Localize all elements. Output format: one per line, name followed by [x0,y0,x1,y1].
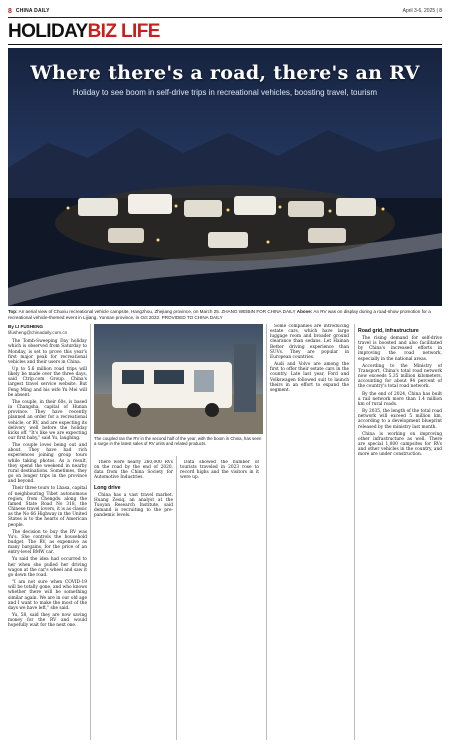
column-1 [8,324,87,740]
inset-photo [94,324,263,434]
rv-7 [108,228,144,243]
masthead-left [8,8,50,15]
rv-2 [128,194,172,214]
paragraph: The couple, in their 60s, is based in Changsha, capital of Hunan province. They have recently planned an order for a recreational vehicle, or RV, and are expecting its delivery well before the holiday kicks off. "It's like we are expecting our first baby," said Yu, laughing. [8,399,87,441]
hero-subheadline: Holiday to see boom in self-drive trips in recreational vehicles, boosting travel, tourism [72,88,378,97]
column-rule [266,324,267,740]
building [234,344,256,412]
light-5 [329,210,332,213]
section-title [8,22,160,41]
article-columns [8,324,442,740]
campsite-night-illustration [8,48,442,306]
light-1 [67,207,70,210]
page-number: 8 [8,7,12,15]
issue-date: April 3-6, 2025 | 8 [402,8,442,14]
byline [8,324,87,335]
caption-above-credit: PROVIDED TO CHINA DAILY [161,314,223,320]
paragraph: Some companies are introducing estate cars, which have large luggage room and broader ground clearance than sedans. Let Hainan Better driving experience than SUVs. They are popular in European countries. [270,324,349,360]
column-4 [270,324,349,740]
rv-5 [288,201,324,217]
paragraph: The Tomb-Sweeping Day holiday which is observed from Saturday to Monday, is set to prove this year's first major peak for recreational vehicles and their users in China. [8,339,87,365]
section-title-part1: HOLIDAY [8,21,88,42]
paragraph: By the end of 2024, China has built a rail network more than 1.4 million km of rural roads. [358,391,442,407]
paragraph: The couple loves being out and about. They have had rich experiences joining group tours while taking photos. As a result, they spend the weekend in nearby rural destinations. Sometimes, they go on longer trips in the province and beyond. [8,443,87,485]
paragraph: Audi and Volvo are among the first to offer their estate cars in the country. Late last year, Ford and Volkswagen followed suit to launch theirs in an effort to expand the segment. [270,362,349,393]
byline-author: By LI FUSHENG [8,324,43,329]
caption-top-label: Top: [8,309,18,314]
paragraph: The rising demand for self-drive travel is boosted and also facilitated by China's increased efforts in improving the road network, especially in the national areas. [358,336,442,362]
rv-window-2 [154,370,184,384]
hero-headline: Where there's a road, there's an RV [30,62,420,84]
rv-display-illustration [94,324,263,434]
light-8 [267,241,270,244]
column-3 [180,460,259,740]
paragraph: Yu, 58, said they are now saving money for the RV and would hopefully wait for the next one. [8,613,87,629]
paragraph: "I am not sure when COVID-19 will be totally gone, and who knows whether there will be something similar again. We are in our old age and I want to make the most of the days we have left," she said. [8,580,87,611]
caption-top-credit: ZHANG WEIBIN FOR CHINA DAILY [221,309,296,314]
section-title-part2: BIZ LIFE [87,21,160,42]
paragraph: China has a vast travel market. Huang Zesiq, an analyst at the Tuoyan Research Institute, said demand is recruiting to the pre-pandemic levels. [94,492,173,519]
rv-4 [234,196,276,215]
paragraph: China is working on improving other infrastructure as well. There are special 1,000 campsites for RVs and other vehicles in the country, and more are under construction. [358,431,442,458]
masthead [8,6,442,16]
column-rule [354,324,355,740]
subhead-long-drive: Long drive [94,484,121,491]
subhead-road-grid: Road grid, infrastructure [358,328,419,334]
paragraph: Their three tours to Lhasa, capital of neighbouring Tibet autonomous region, from Chengdu along the famed State Road No 318, the Chinese travel lovers, it is as classic as the No 66 Highway in the United States is to the hearts of American people. [8,486,87,528]
rv-9 [308,228,346,243]
inset-caption [94,436,263,446]
byline-handle: lifusheng@chinadaily.com.cn [8,329,68,335]
inset-caption-text: The coupled ran the RV in the second half of the year, with the boom in China, has seen a surge in the latest sales of RV units and related products. [94,436,262,447]
caption-above-text: An RV was on display during a road-show promotion for a recreational vehicle-themed event in Lijiang, Yunnan province, in Oct 2022. [8,309,431,320]
light-7 [157,239,160,242]
light-4 [279,206,282,209]
caption-top-text: An aerial view of Chuxiu recreational vehicle campsite, Hangzhou, Zhejiang province, on March 25. [18,309,221,314]
rv-3 [184,200,222,217]
rv-1 [78,198,118,216]
rv-8 [208,232,248,248]
light-2 [175,205,178,208]
paragraph: Yu said the idea had occurred to her when she pulled her driving wagon at the car's wheel and saw it go down the road. [8,557,87,578]
hero-photo [8,48,442,306]
paragraph: Data showed the number of tourists traveled in 2023 rose to record highs and the visitors in it were up. [180,460,259,481]
paragraph: The decision to buy the RV was Yu's. She controls the household budget. The RV, as expensive as many bargains, for the price of an entry-level BMW car. [8,529,87,556]
section-rule [8,44,442,45]
masthead-rule [8,17,442,18]
rv-wheel-rear [205,403,219,417]
paragraph: By 2035, the length of the total road network will exceed 5 million km, according to a development blueprint released by the ministry last month. [358,409,442,430]
paragraph: According to the Ministry of Transport, China's total road network now exceeds 5.35 million kilometers, accounting for about 94 percent of the country's total road network. [358,363,442,390]
column-5 [358,324,442,740]
paragraph: Up to 5.6 million road trips will likely be made over the three days, said Ctrip.com Group. China's largest travel service website. But Feng Ming and his wife Yu Mei will be absent. [8,366,87,398]
column-rule [90,324,91,740]
caption-above-label: Above: [296,309,313,314]
campsite-glow [55,185,395,261]
photo-caption [8,309,442,320]
light-3 [227,209,230,212]
rv-6 [336,198,376,216]
paper-name: CHINA DAILY [15,8,50,14]
rv-door [194,370,214,392]
section-header [8,19,160,41]
rv-window-1 [122,370,144,384]
paragraph: There were nearly 260,000 RVs on the road by the end of 2020, data from the China Society for Automotive Industries. [94,460,173,481]
column-rule [176,456,177,740]
column-2 [94,460,173,740]
rv-wheel-front [127,403,141,417]
light-6 [382,208,385,211]
